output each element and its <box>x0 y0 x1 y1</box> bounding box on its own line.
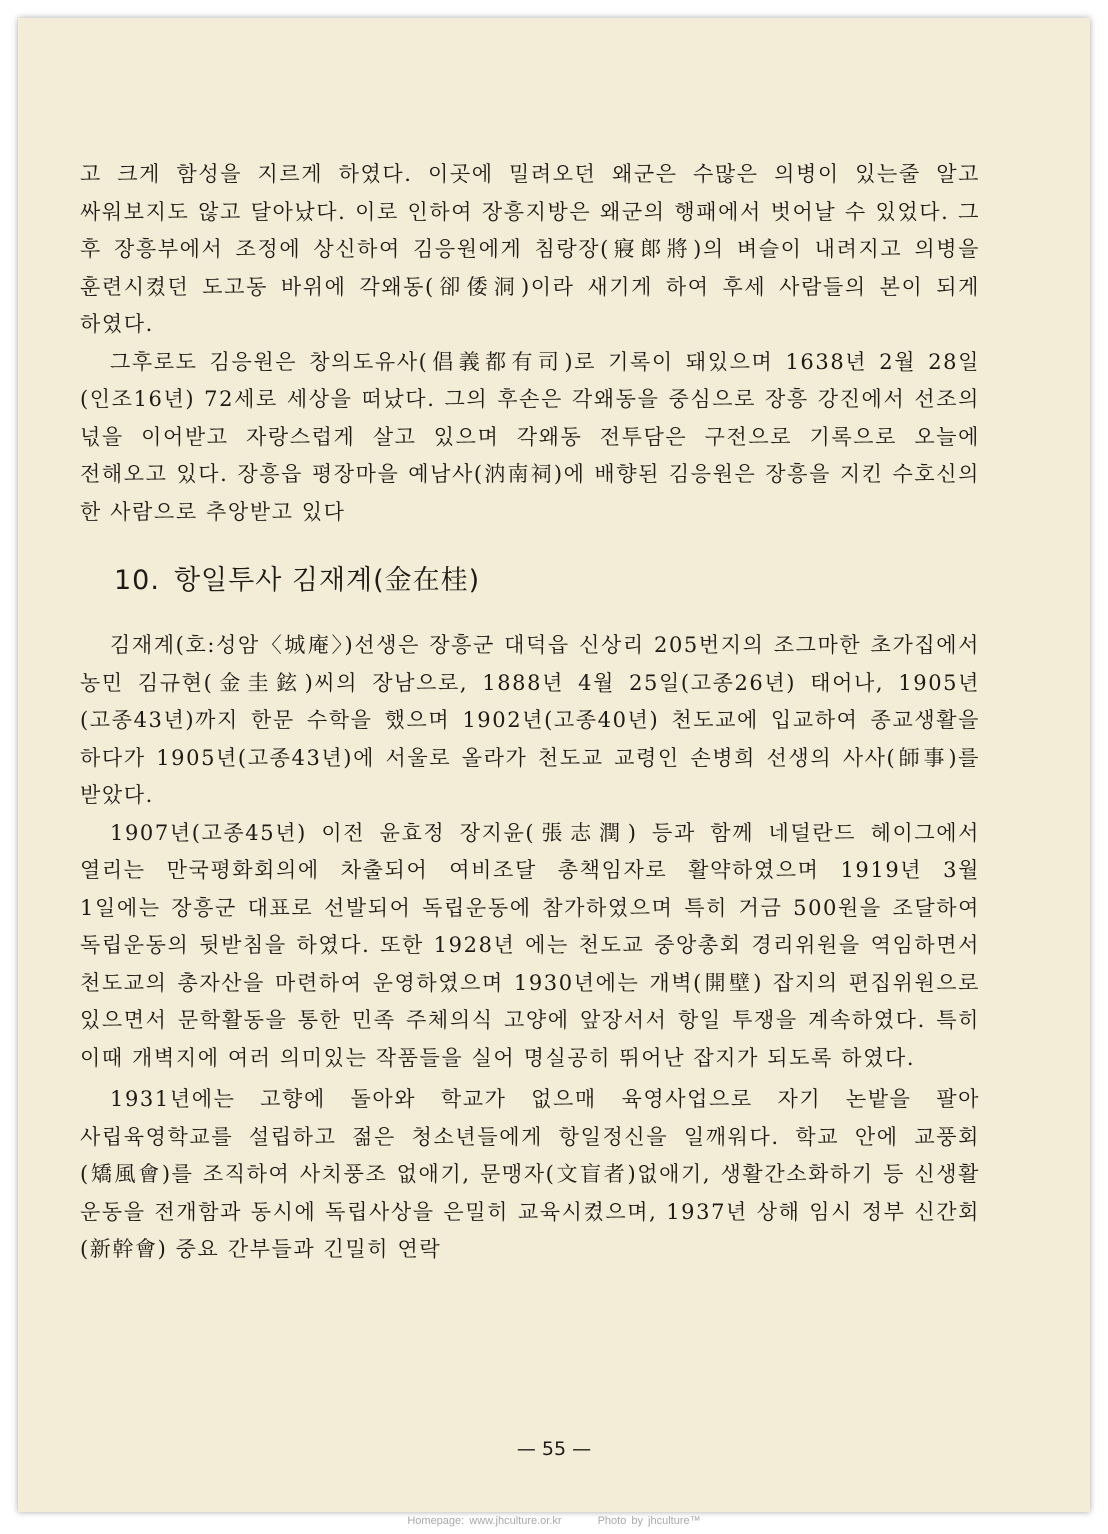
paragraph-school-founding: 1931년에는 고향에 돌아와 학교가 없으매 육영사업으로 자기 논밭을 팔아 사립육영학교를 설립하고 젊은 청소년들에게 항일정신을 일깨워다. 학교 안에 교풍회(矯風會)를 조직하여 사치풍조 없애기, 문맹자(文盲者)없애기, 생활간소화하기 등 신생활 운동을 전개함과 동시에 독립사상을 은밀히 교육시켰으며, 1937년 상해 임시 정부 신간회(新幹會) 중요 간부들과 긴밀히 연락 <box>80 1087 980 1261</box>
section-title: 항일투사 김재계(金在桂) <box>173 565 481 596</box>
scanned-page <box>18 18 1090 1512</box>
page-number: — 55 — <box>516 1438 592 1460</box>
page-body <box>80 156 980 1269</box>
footer-homepage: Homepage: www.jhculture.or.kr <box>407 1515 562 1527</box>
paragraph-independence-activities: 1907년(고종45년) 이전 윤효정 장지윤(張志潤) 등과 함께 네덜란드 헤이그에서 열리는 만국평화회의에 차출되어 여비조달 총책임자로 활약하였으며 1919년 3월 1일에는 장흥군 대표로 선발되어 독립운동에 참가하였으며 특히 거금 500원을 조달하여 독립운동의 뒷받침을 하였다. 또한 1928년 에는 천도교 중앙총회 경리위원을 역임하면서 천도교의 총자산을 마련하여 운영하였으며 1930년에는 개벽(開壁) 잡지의 편집위원으로 있으면서 문학활동을 통한 민족 주체의식 고양에 앞장서서 항일 투쟁을 계속하였다. 특히 이때 개벽지에 여러 의미있는 작품들을 실어 명실공히 뛰어난 잡지가 되도록 하였다. <box>80 820 980 1070</box>
footer-photo-credit: Photo by jhculture™ <box>597 1515 701 1527</box>
paragraph-continuation: 고 크게 함성을 지르게 하였다. 이곳에 밀려오던 왜군은 수많은 의병이 있는줄 알고 싸워보지도 않고 달아났다. 이로 인하여 장흥지방은 왜군의 행패에서 벗어날 수 있었다. 그 후 장흥부에서 조정에 상신하여 김응원에게 침랑장(寢郞將)의 벼슬이 내려지고 의병을 훈련시켰던 도고동 바위에 각왜동(卻倭洞)이라 새기게 하여 후세 사람들의 본이 되게 하였다. <box>80 162 980 336</box>
paragraph-biography-intro: 김재계(호:성암〈城庵〉)선생은 장흥군 대덕읍 신상리 205번지의 조그마한 초가집에서 농민 김규현(金圭鉉)씨의 장남으로, 1888년 4월 25일(고종26년) 태어나, 1905년(고종43년)까지 한문 수학을 했으며 1902년(고종40년) 천도교에 입교하여 종교생활을 하다가 1905년(고종43년)에 서울로 올라가 천도교 교령인 손병희 선생의 사사(師事)를 받았다. <box>80 633 980 807</box>
section-heading <box>114 561 980 601</box>
paragraph-kim-eungwon-legacy: 그후로도 김응원은 창의도유사(倡義都有司)로 기록이 돼있으며 1638년 2월 28일(인조16년) 72세로 세상을 떠났다. 그의 후손은 각왜동을 중심으로 장흥 강진에서 선조의 넋을 이어받고 자랑스럽게 살고 있으며 각왜동 전투담은 구전으로 기록으로 오늘에 전해오고 있다. 장흥읍 평장마을 예남사(汭南祠)에 배향된 김응원은 장흥을 지킨 수호신의 한 사람으로 추앙받고 있다 <box>80 349 980 524</box>
section-number: 10. <box>114 565 160 596</box>
footer-credit <box>0 1515 1108 1527</box>
